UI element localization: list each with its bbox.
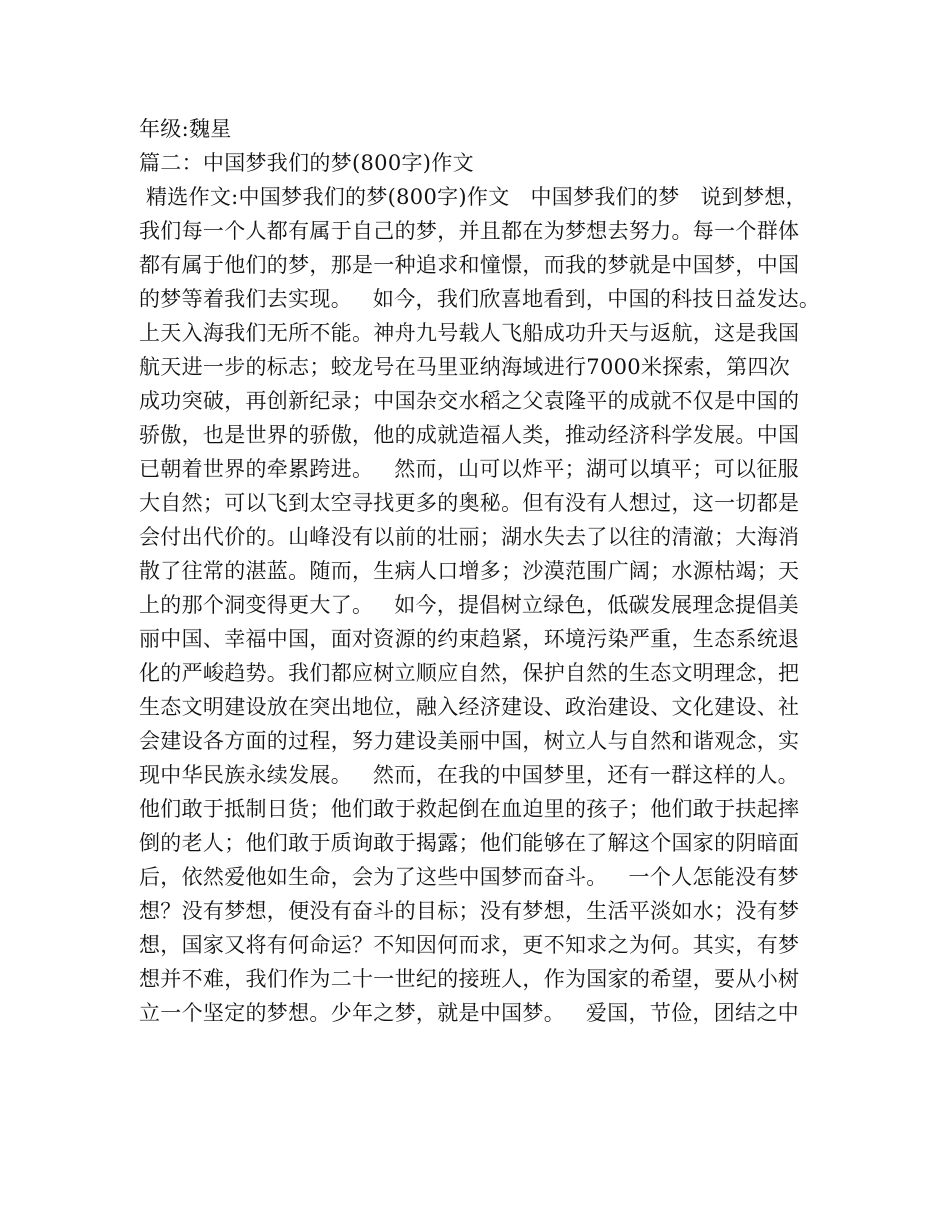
essay-body-line: 散了往常的湛蓝。随而，生病人口增多；沙漠范围广阔；水源枯竭；天 [139,559,800,583]
essay-body-line: 他们敢于抵制日货；他们敢于救起倒在血迫里的孩子；他们敢于扶起摔 [139,797,800,821]
essay-body-line: 会付出代价的。山峰没有以前的壮丽；湖水失去了以往的清澈；大海消 [139,525,800,549]
essay-heading: 篇二：中国梦我们的梦(800字)作文 [139,151,474,175]
essay-body-line: 后，依然爱他如生命，会为了这些中国梦而奋斗。 一个人怎能没有梦 [139,865,799,889]
essay-body-line: 成功突破，再创新纪录；中国杂交水稻之父袁隆平的成就不仅是中国的 [139,389,800,413]
essay-body-line: 会建设各方面的过程，努力建设美丽中国，树立人与自然和谐观念，实 [139,729,800,753]
essay-body-line: 已朝着世界的牵累跨进。 然而，山可以炸平；湖可以填平；可以征服 [139,457,799,481]
essay-body-line: 的梦等着我们去实现。 如今，我们欣喜地看到，中国的科技日益发达。 [139,287,821,311]
essay-body-line: 想？没有梦想，便没有奋斗的目标；没有梦想，生活平淡如水；没有梦 [139,899,800,923]
essay-body-line: 都有属于他们的梦，那是一种追求和憧憬，而我的梦就是中国梦，中国 [139,253,800,277]
essay-body-line: 航天进一步的标志；蛟龙号在马里亚纳海域进行7000米探索，第四次 [139,355,791,379]
grade-line: 年级:魏星 [139,117,232,141]
essay-body-line: 倒的老人；他们敢于质询敢于揭露；他们能够在了解这个国家的阴暗面 [139,831,800,855]
essay-body-line: 丽中国、幸福中国，面对资源的约束趋紧，环境污染严重，生态系统退 [139,627,800,651]
essay-body-line: 上天入海我们无所不能。神舟九号载人飞船成功升天与返航，这是我国 [139,321,800,345]
essay-body-line: 化的严峻趋势。我们都应树立顺应自然，保护自然的生态文明理念，把 [139,661,800,685]
essay-body-line: 生态文明建设放在突出地位，融入经济建设、政治建设、文化建设、社 [139,695,800,719]
essay-body [139,180,829,1030]
essay-body-line: 我们每一个人都有属于自己的梦，并且都在为梦想去努力。每一个群体 [139,219,800,243]
essay-body-line: 精选作文:中国梦我们的梦(800字)作文 中国梦我们的梦 说到梦想， [139,185,807,209]
essay-body-line: 上的那个洞变得更大了。 如今，提倡树立绿色，低碳发展理念提倡美 [139,593,799,617]
essay-body-line: 大自然；可以飞到太空寻找更多的奥秘。但有没有人想过，这一切都是 [139,491,800,515]
essay-body-line: 现中华民族永续发展。 然而，在我的中国梦里，还有一群这样的人。 [139,763,799,787]
essay-body-line: 想，国家又将有何命运？不知因何而求，更不知求之为何。其实，有梦 [139,933,800,957]
document-content [139,112,829,1030]
essay-body-line: 立一个坚定的梦想。少年之梦，就是中国梦。 爱国，节俭，团结之中 [139,1001,799,1025]
essay-body-line: 想并不难，我们作为二十一世纪的接班人，作为国家的希望，要从小树 [139,967,800,991]
essay-body-line: 骄傲，也是世界的骄傲，他的成就造福人类，推动经济科学发展。中国 [139,423,800,447]
